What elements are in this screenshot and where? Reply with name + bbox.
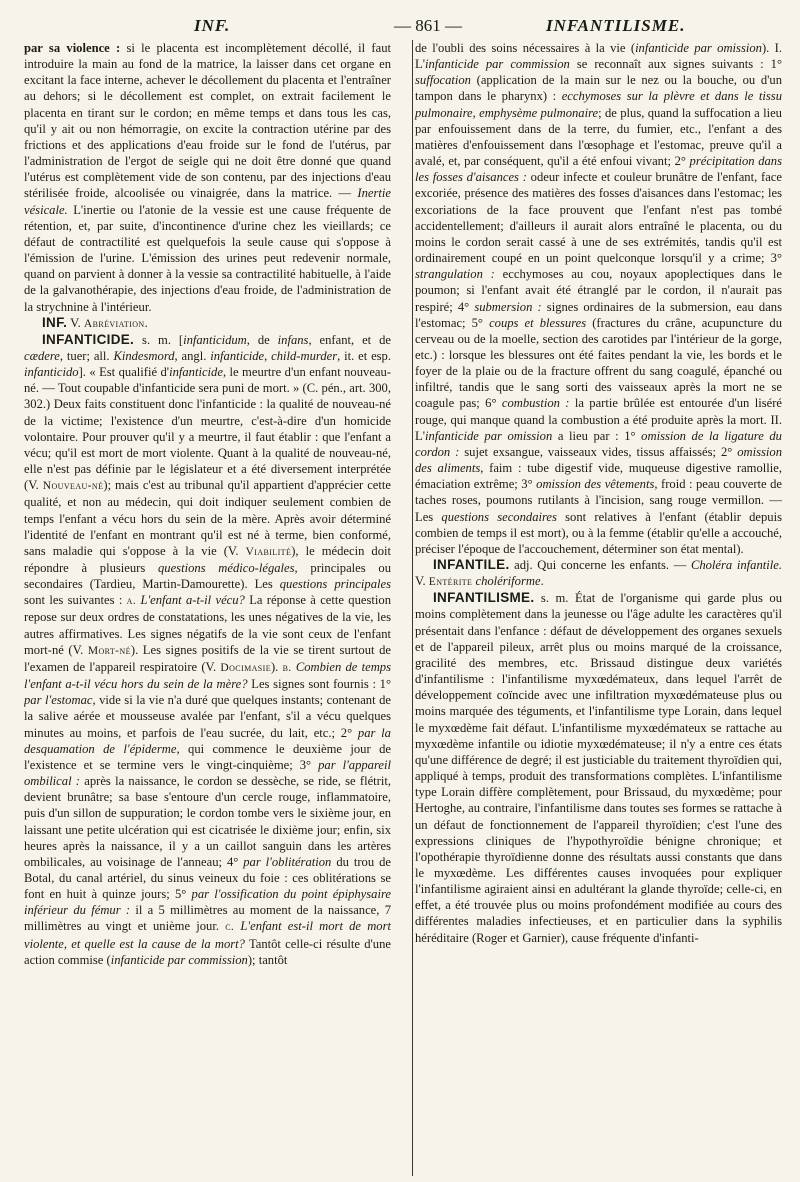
header-right-word: INFANTILISME. [546, 16, 686, 35]
entry-continuation: de l'oubli des soins nécessaires à la vie (infanticide par omission). I. L'infanticide par commission se reconnaît aux signes suivants : 1° suffocation (application de la main sur le nez ou la bouche, ou d'un tampon dans le pharynx) : ecchymoses sur la plèvre et dans le tissu pulmonaire, emphysème pulmonaire; de plus, quand la suffocation a lieu par enfouissement dans de la terre, du fumier, etc., l'enfant a des matières d'enfouissement dans l'œsophage et l'estomac, preuve qu'il a avalé, et, par conséquent, qu'il a été enfoui vivant; 2° précipitation dans les fosses d'aisances : odeur infecte et couleur brunâtre de l'enfant, face excoriée, présence des matières des fosses d'aisances dans l'estomac; les excoriations de la face prouvent que l'enfant n'est pas tombé accidentellement; d'ailleurs il aurait alors entraîné le placenta, ou du moins le cordon serait cassé à une de ses extrémités, tandis qu'il est ordinairement coupé en un point quelconque lorsqu'il y a crime; 3° strangulation : ecchymoses au cou, noyaux apoplectiques dans le poumon; si l'enfant avait été étranglé par le cordon, il n'aurait pas respiré; 4° submersion : signes ordinaires de la submersion, eau dans l'estomac; 5° coups et blessures (fractures du crâne, acupuncture du cerveau ou de la moelle, section des carotides par l'intérieur de la gorge, etc.) : lorsque les blessures ont été faites pendant la vie, les bords et le foyer de la plaie ou de la fracture offrent du sang coagulé, épanché ou infiltré, tandis que le sang sorti des vaisseaux après la mort ne se coagule pas; 6° combustion : la partie brûlée est entourée d'un liséré rouge, qui manque quand la combustion a été produite après la mort. II. L'infanticide par omission a lieu par : 1° omission de la ligature du cordon : sujet exsangue, vaisseaux vides, tissus affaissés; 2° omission des aliments, faim : tube digestif vide, muqueuse digestive ramollie, émaciation extrême; 3° omission des vêtements, froid : peau couverte de taches roses, poumons rutilants à l'incision, sang rouge vermillon. — Les questions secondaires sont relatives à l'enfant (établir depuis combien de temps il est mort), ou à la femme (établir qu'elle a accouché, préciser l'époque de l'accouchement, déterminer son état mental). [415, 41, 782, 556]
two-column-body [24, 40, 782, 1176]
left-column [24, 40, 403, 1176]
page-number: — 861 — [394, 16, 462, 35]
header-left-word: INF. [194, 16, 231, 35]
dictionary-entry: INFANTILE. adj. Qui concerne les enfants. — Choléra infantile. V. Entérite cholériforme. [415, 557, 782, 589]
running-header [24, 14, 782, 40]
dictionary-entry: INF. V. Abréviation. [42, 314, 148, 330]
dictionary-entry: INFANTICIDE. s. m. [infanticidum, de infans, enfant, et de cædere, tuer; all. Kindesmord, angl. infanticide, child-murder, it. et esp. infanticido]. « Est qualifié d'infanticide, le meurtre d'un enfant nouveau-né. — Tout coupable d'infanticide sera puni de mort. » (C. pén., art. 300, 302.) Deux faits constituent donc l'infanticide : la qualité de nouveau-né de la victime; l'existence d'un meurtre, c'est-à-dire d'un homicide volontaire. Pour prouver qu'il y a meurtre, il faut établir : que l'enfant a vécu; qu'il est mort de mort violente. Quant à la qualité de nouveau-né, elle n'est pas définie par le législateur et a été diversement interprétée (V. Nouveau-né); mais c'est au tribunal qu'il appartient d'apprécier cette qualité, et non au médecin, qui doit indiquer seulement combien de temps l'enfant a vécu hors du sein de la mère. Après avoir déterminé l'identité de l'enfant en montrant qu'il est né à terme, bien conformé, sans maladie qui s'oppose à la vie (V. Viabilité), le médecin doit répondre à plusieurs questions médico-légales, principales ou secondaires (Tardieu, Martin-Damourette). Les questions principales sont les suivantes : a. L'enfant a-t-il vécu? La réponse à cette question repose sur deux ordres de constatations, les unes négatives de la vie, les autres affirmatives. Les signes négatifs de la vie sont ceux de l'enfant mort-né (V. Mort-né). Les signes positifs de la vie se tirent surtout de l'examen de l'appareil respiratoire (V. Docimasie). b. Combien de temps l'enfant a-t-il vécu hors du sein de la mère? Les signes sont fournis : 1° par l'estomac, vide si la vie n'a duré que quelques instants; contenant de la salive aérée et mousseuse avalée par l'enfant, s'il a vécu quelques minutes au moins, et parfois de l'eau sucrée, du lait, etc.; 2° par la desquamation de l'épiderme, qui commence le deuxième jour de l'existence et se termine vers le vingt-cinquième; 3° par l'appareil ombilical : après la naissance, le cordon se dessèche, se ride, se flétrit, devient brunâtre; sa base s'entoure d'un cercle rouge, inflammatoire, puis d'un sillon de suppuration; le cordon tombe vers le sixième jour, en laissant une petite ulcération qui est cicatrisée le dixième jour; enfin, six heures après la naissance, il y a un caillot sanguin dans les artères ombilicales, au voisinage de l'anneau; 4° par l'oblitération du trou de Botal, du canal artériel, du sinus veineux du foie : ces oblitérations se font en huit à quinze jours; 5° par l'ossification du point épiphysaire inférieur du fémur : il a 5 millimètres au moment de la naissance, 7 millimètres au vingt et unième jour. c. L'enfant est-il mort de mort violente, et quelle est la cause de la mort? Tantôt celle-ci résulte d'une action commise (infanticide par commission); tantôt [24, 331, 392, 967]
dictionary-entry: INFANTILISME. s. m. État de l'organisme qui garde plus ou moins complètement dans la jeunesse ou l'âge adulte les caractères qu'il présentait dans l'enfance : défaut de développement des organes sexuels et de l'appareil pileux, arrêt plus ou moins marqué de la croissance, gracilité des membres, etc. Brissaud distingue deux variétés d'infantilisme : l'infantilisme myxœdémateux, dans lequel l'arrêt de développement coïncide avec une infiltration myxœdémateuse plus ou moins marquée des téguments, et l'infantilisme type Lorain, dans lequel le myxœdème fait défaut. L'infantilisme myxœdémateux se rattache au myxœdème infantile ou idiotie myxœdémateuse; il n'y a entre ces états qu'une différence de degré; il est justiciable du traitement thyroïdien qui, appliqué à temps, produit des transformations complètes. L'infantilisme type Lorain diffère complètement, pour Brissaud, du myxœdème; pour Hertoghe, au contraire, l'infantilisme dans toutes ses formes se rattache à un défaut de fonctionnement de l'appareil thyroïdien; c'est l'une des expressions cliniques de l'hypothyroïdie bénigne chronique; et l'opothérapie thyroïdienne donne des résultats aussi constants que dans le myxœdème. Les différentes causes invoquées pour expliquer l'infantilisme agiraient ainsi en adultérant la glande thyroïde; celle-ci, en effet, a été trouvée plus ou moins profondément modifiée au cours des différentes maladies infectieuses, et en particulier dans la syphilis héréditaire (Roger et Garnier), cause fréquente d'infanti- [415, 590, 782, 945]
column-rule [412, 40, 413, 1176]
right-column [403, 40, 782, 1176]
entry-continuation: par sa violence : si le placenta est incomplètement décollé, il faut introduire la main au fond de la matrice, la laisser dans cet organe en excitant la face interne, achever le décollement du placenta et l'entraîner au dehors; si le décollement est complet, on extrait facilement le placenta en tirant sur le cordon; en même temps et dans tous les cas, qu'il y ait ou non hémorragie, on excite la contraction utérine par des frictions et des applications d'eau froide sur le fond de l'utérus, par l'administration de l'ergot de seigle qui ne doit être donné que quand l'utérus est complètement vide de son contenu, par des injections d'eau stérilisée froide, alcoolisée ou vinaigrée, dans la matrice. — Inertie vésicale. L'inertie ou l'atonie de la vessie est une cause fréquente de rétention, et, par suite, d'incontinence d'urine chez les vieillards; ce défaut de contractilité est quelquefois la seule cause qui s'oppose à l'émission de l'urine. L'émission des urines peut redevenir normale, quand on parvient à donner à la vessie sa contractilité habituelle, à l'aide de la galvanothérapie, des injections d'eau froide, de l'administration de la strychnine à l'intérieur. [24, 41, 391, 314]
